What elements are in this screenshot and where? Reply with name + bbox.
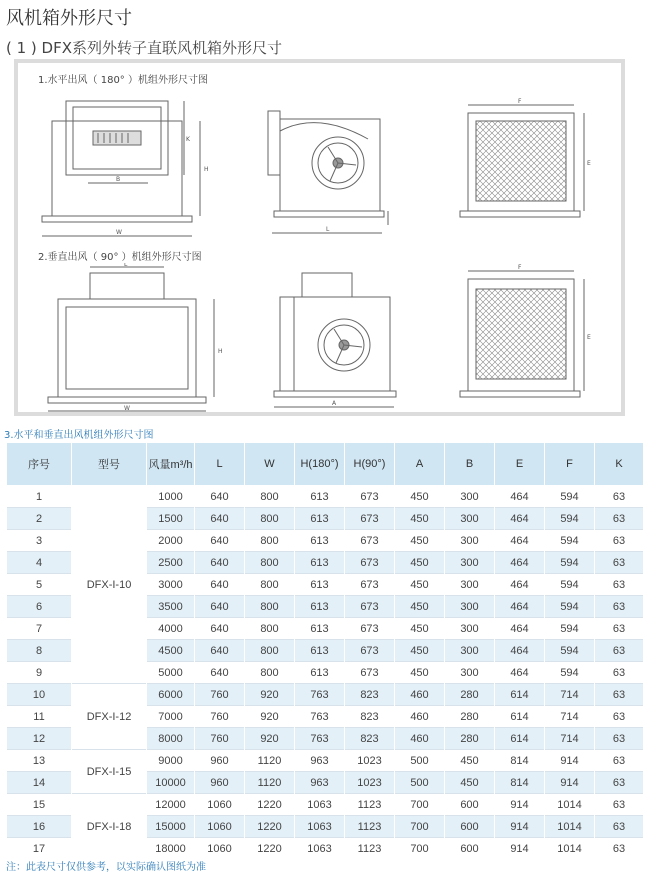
front-view-vertical [38,263,228,413]
cell-value: 763 [295,684,345,706]
cell-value: 1123 [345,794,395,816]
cell-value: 1014 [545,816,595,838]
cell-serial: 15 [7,794,72,816]
table-row [7,684,644,706]
cell-value: 460 [395,684,445,706]
cell-value: 1220 [245,838,295,860]
table-row [7,750,644,772]
cell-serial: 8 [7,640,72,662]
cell-value: 914 [495,816,545,838]
cell-value: 763 [295,728,345,750]
cell-value: 823 [345,706,395,728]
cell-value: 673 [345,662,395,684]
cell-value: 464 [495,530,545,552]
side-view-vertical [258,263,408,413]
cell-value: 63 [595,574,644,596]
cell-value: 63 [595,772,644,794]
cell-value: 1060 [195,816,245,838]
cell-value: 800 [245,530,295,552]
cell-value: 1123 [345,838,395,860]
cell-value: 1060 [195,794,245,816]
cell-value: 714 [545,684,595,706]
dim-label-h: H [204,166,209,173]
cell-value: 500 [395,772,445,794]
cell-value: 594 [545,486,595,508]
cell-value: 1014 [545,838,595,860]
cell-value: 12000 [147,794,195,816]
dim-label-e: E [587,160,591,167]
cell-value: 800 [245,486,295,508]
cell-value: 1063 [295,816,345,838]
cell-value: 673 [345,640,395,662]
rear-view-vertical [438,263,598,413]
cell-serial: 14 [7,772,72,794]
cell-value: 960 [195,750,245,772]
cell-value: 500 [395,750,445,772]
cell-value: 1220 [245,794,295,816]
cell-value: 300 [445,618,495,640]
cell-serial: 5 [7,574,72,596]
cell-value: 1023 [345,772,395,794]
cell-value: 280 [445,684,495,706]
cell-serial: 17 [7,838,72,860]
front-view-horizontal [38,91,228,241]
column-header: 型号 [72,443,147,486]
cell-value: 613 [295,508,345,530]
cell-value: 613 [295,640,345,662]
cell-value: 6000 [147,684,195,706]
cell-value: 613 [295,596,345,618]
column-header: W [245,443,295,486]
cell-value: 594 [545,640,595,662]
cell-value: 63 [595,684,644,706]
cell-value: 914 [495,838,545,860]
cell-value: 2000 [147,530,195,552]
cell-value: 5000 [147,662,195,684]
cell-value: 63 [595,486,644,508]
column-header: H(180°) [295,443,345,486]
cell-value: 920 [245,728,295,750]
cell-value: 63 [595,662,644,684]
cell-value: 960 [195,772,245,794]
cell-value: 63 [595,618,644,640]
cell-value: 300 [445,552,495,574]
dimension-table [6,442,644,859]
drawing-frame [14,59,625,416]
cell-value: 300 [445,662,495,684]
cell-value: 450 [395,552,445,574]
cell-value: 63 [595,596,644,618]
cell-value: 1063 [295,794,345,816]
cell-value: 2500 [147,552,195,574]
cell-value: 600 [445,838,495,860]
cell-value: 3000 [147,574,195,596]
cell-value: 1120 [245,750,295,772]
cell-value: 1014 [545,794,595,816]
cell-value: 464 [495,552,545,574]
cell-value: 814 [495,772,545,794]
cell-value: 450 [395,596,445,618]
cell-value: 1123 [345,816,395,838]
cell-value: 920 [245,684,295,706]
cell-value: 760 [195,706,245,728]
cell-value: 450 [395,640,445,662]
cell-value: 714 [545,728,595,750]
cell-model: DFX-I-10 [72,486,147,684]
cell-value: 613 [295,618,345,640]
caption-horizontal-outlet: 1.水平出风（ 180° ）机组外形尺寸图 [38,75,208,86]
footnote: 注：此表尺寸仅供参考，以实际确认图纸为准 [6,862,206,873]
cell-value: 9000 [147,750,195,772]
cell-value: 63 [595,816,644,838]
cell-value: 450 [445,772,495,794]
cell-value: 640 [195,508,245,530]
cell-value: 700 [395,794,445,816]
cell-value: 640 [195,486,245,508]
cell-value: 673 [345,486,395,508]
cell-value: 800 [245,640,295,662]
cell-value: 640 [195,596,245,618]
cell-value: 464 [495,640,545,662]
cell-serial: 13 [7,750,72,772]
cell-value: 464 [495,508,545,530]
cell-value: 613 [295,662,345,684]
column-header: H(90°) [345,443,395,486]
cell-value: 450 [445,750,495,772]
cell-value: 914 [545,750,595,772]
cell-value: 600 [445,816,495,838]
cell-value: 1220 [245,816,295,838]
cell-value: 823 [345,684,395,706]
cell-value: 640 [195,618,245,640]
page-title: 风机箱外形尺寸 [6,8,132,29]
cell-value: 450 [395,574,445,596]
cell-value: 800 [245,508,295,530]
cell-value: 814 [495,750,545,772]
cell-serial: 11 [7,706,72,728]
cell-value: 594 [545,530,595,552]
cell-value: 8000 [147,728,195,750]
column-header: 序号 [7,443,72,486]
cell-value: 300 [445,508,495,530]
cell-value: 450 [395,618,445,640]
cell-value: 673 [345,618,395,640]
cell-value: 280 [445,728,495,750]
dim-label-f: F [518,98,522,105]
cell-value: 7000 [147,706,195,728]
cell-value: 1120 [245,772,295,794]
cell-serial: 3 [7,530,72,552]
cell-value: 63 [595,838,644,860]
cell-value: 1000 [147,486,195,508]
cell-value: 464 [495,574,545,596]
cell-value: 1500 [147,508,195,530]
cell-value: 640 [195,640,245,662]
cell-value: 613 [295,530,345,552]
cell-value: 673 [345,552,395,574]
cell-value: 823 [345,728,395,750]
cell-serial: 16 [7,816,72,838]
column-header: K [595,443,644,486]
table-body [7,486,644,860]
cell-value: 613 [295,486,345,508]
dim-label-w: W [116,229,122,236]
rear-view-horizontal [438,91,598,241]
table-row [7,794,644,816]
cell-value: 460 [395,706,445,728]
cell-value: 800 [245,596,295,618]
column-header: E [495,443,545,486]
cell-value: 760 [195,684,245,706]
cell-value: 614 [495,684,545,706]
cell-value: 300 [445,640,495,662]
column-header: F [545,443,595,486]
cell-value: 700 [395,816,445,838]
caption-vertical-outlet: 2.垂直出风（ 90° ）机组外形尺寸图 [38,252,202,263]
cell-value: 464 [495,618,545,640]
cell-value: 10000 [147,772,195,794]
cell-value: 280 [445,706,495,728]
cell-serial: 2 [7,508,72,530]
cell-value: 594 [545,508,595,530]
cell-value: 600 [445,794,495,816]
side-view-horizontal [258,91,398,241]
cell-value: 594 [545,618,595,640]
column-header: A [395,443,445,486]
cell-value: 673 [345,508,395,530]
column-header: B [445,443,495,486]
column-header: 风量m³/h [147,443,195,486]
cell-model: DFX-I-12 [72,684,147,750]
cell-value: 464 [495,662,545,684]
dim-label-f2: F [518,264,522,271]
cell-value: 450 [395,530,445,552]
cell-value: 640 [195,662,245,684]
cell-value: 914 [495,794,545,816]
cell-value: 1023 [345,750,395,772]
cell-value: 714 [545,706,595,728]
column-header: L [195,443,245,486]
cell-value: 63 [595,750,644,772]
section-subtitle: ( 1 ) DFX系列外转子直联风机箱外形尺寸 [6,39,283,57]
cell-value: 594 [545,552,595,574]
cell-value: 300 [445,574,495,596]
cell-value: 464 [495,486,545,508]
dim-label-k: K [186,136,190,143]
cell-model: DFX-I-15 [72,750,147,794]
cell-value: 613 [295,574,345,596]
dim-label-a: A [332,400,337,407]
cell-serial: 10 [7,684,72,706]
table-header-row [7,443,644,486]
cell-value: 460 [395,728,445,750]
cell-serial: 7 [7,618,72,640]
cell-value: 63 [595,640,644,662]
cell-value: 300 [445,596,495,618]
cell-value: 4000 [147,618,195,640]
dim-label-b: B [116,176,121,183]
cell-value: 613 [295,552,345,574]
cell-value: 63 [595,508,644,530]
cell-value: 464 [495,596,545,618]
cell-value: 763 [295,706,345,728]
cell-value: 640 [195,530,245,552]
cell-value: 450 [395,662,445,684]
cell-value: 920 [245,706,295,728]
cell-value: 63 [595,530,644,552]
cell-value: 300 [445,486,495,508]
cell-serial: 9 [7,662,72,684]
cell-serial: 1 [7,486,72,508]
cell-value: 614 [495,706,545,728]
table-row [7,486,644,508]
cell-value: 15000 [147,816,195,838]
cell-value: 800 [245,618,295,640]
cell-value: 800 [245,662,295,684]
cell-value: 1063 [295,838,345,860]
cell-value: 594 [545,662,595,684]
dim-label-l: L [326,226,330,233]
cell-value: 63 [595,706,644,728]
cell-value: 700 [395,838,445,860]
cell-value: 800 [245,574,295,596]
cell-value: 760 [195,728,245,750]
cell-value: 914 [545,772,595,794]
dim-label-w2: W [124,405,130,412]
cell-value: 640 [195,574,245,596]
dim-label-l2: L [124,263,128,268]
cell-serial: 4 [7,552,72,574]
dim-label-h2: H [218,348,223,355]
cell-value: 63 [595,794,644,816]
cell-value: 3500 [147,596,195,618]
cell-value: 640 [195,552,245,574]
cell-value: 18000 [147,838,195,860]
cell-value: 594 [545,596,595,618]
cell-serial: 12 [7,728,72,750]
cell-model: DFX-I-18 [72,794,147,860]
cell-serial: 6 [7,596,72,618]
cell-value: 450 [395,508,445,530]
cell-value: 300 [445,530,495,552]
cell-value: 450 [395,486,445,508]
cell-value: 800 [245,552,295,574]
cell-value: 673 [345,530,395,552]
cell-value: 594 [545,574,595,596]
table-caption: 3.水平和垂直出风机组外形尺寸图 [4,430,154,441]
cell-value: 673 [345,596,395,618]
cell-value: 963 [295,772,345,794]
cell-value: 673 [345,574,395,596]
cell-value: 4500 [147,640,195,662]
cell-value: 63 [595,552,644,574]
cell-value: 63 [595,728,644,750]
dim-label-e2: E [587,334,591,341]
cell-value: 1060 [195,838,245,860]
cell-value: 963 [295,750,345,772]
cell-value: 614 [495,728,545,750]
